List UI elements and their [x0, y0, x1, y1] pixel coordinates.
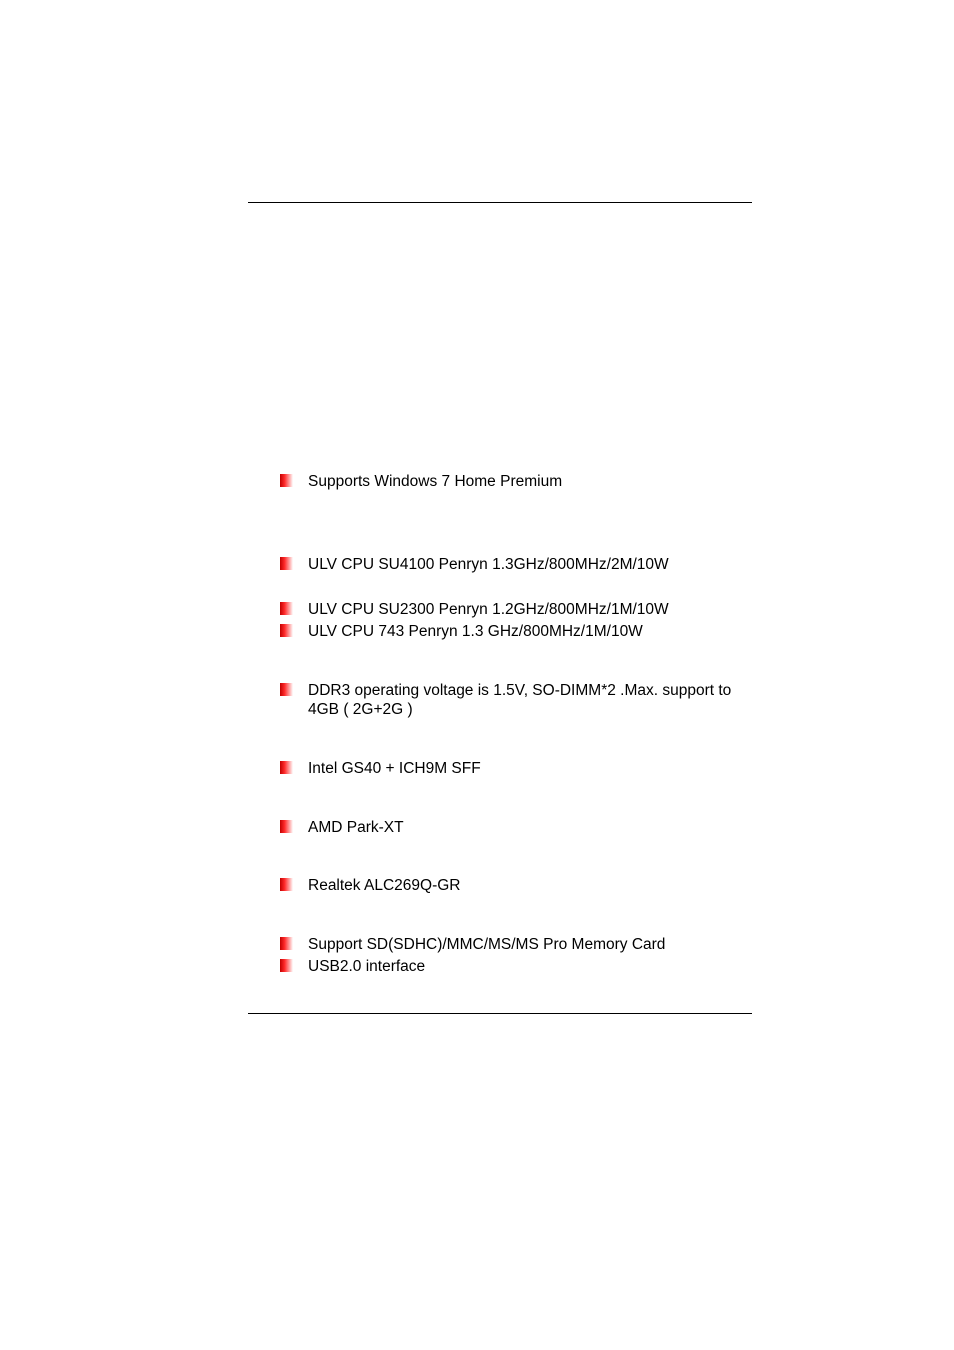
list-item [280, 472, 755, 491]
red-square-bullet-icon [280, 557, 293, 570]
list-item-text: AMD Park-XT [308, 819, 404, 836]
list-item-text: DDR3 operating voltage is 1.5V, SO-DIMM*2 .Max. support to 4GB ( 2G+2G ) [308, 682, 732, 718]
red-square-bullet-icon [280, 474, 293, 487]
red-square-bullet-icon [280, 959, 293, 972]
list-item [280, 600, 755, 619]
red-square-bullet-icon [280, 761, 293, 774]
red-square-bullet-icon [280, 937, 293, 950]
list-item [280, 876, 755, 895]
list-item [280, 935, 755, 954]
footer-rule [248, 1013, 752, 1014]
list-item [280, 622, 755, 641]
red-square-bullet-icon [280, 624, 293, 637]
header-rule [248, 202, 752, 203]
list-item-text: Support SD(SDHC)/MMC/MS/MS Pro Memory Card [308, 936, 666, 953]
list-item-text: Intel GS40 + ICH9M SFF [308, 760, 481, 777]
list-item-text: ULV CPU SU2300 Penryn 1.2GHz/800MHz/1M/10W [308, 601, 669, 618]
red-square-bullet-icon [280, 820, 293, 833]
list-item [280, 957, 755, 976]
list-item-text: ULV CPU SU4100 Penryn 1.3GHz/800MHz/2M/10W [308, 556, 669, 573]
red-square-bullet-icon [280, 878, 293, 891]
list-item [280, 818, 755, 837]
red-square-bullet-icon [280, 602, 293, 615]
list-item-text: USB2.0 interface [308, 958, 426, 975]
list-item-text: Realtek ALC269Q-GR [308, 877, 461, 894]
list-item-text: Supports Windows 7 Home Premium [308, 473, 563, 490]
list-item [280, 681, 755, 719]
red-square-bullet-icon [280, 683, 293, 696]
list-item [280, 759, 755, 778]
list-item [280, 555, 755, 574]
list-item-text: ULV CPU 743 Penryn 1.3 GHz/800MHz/1M/10W [308, 623, 643, 640]
